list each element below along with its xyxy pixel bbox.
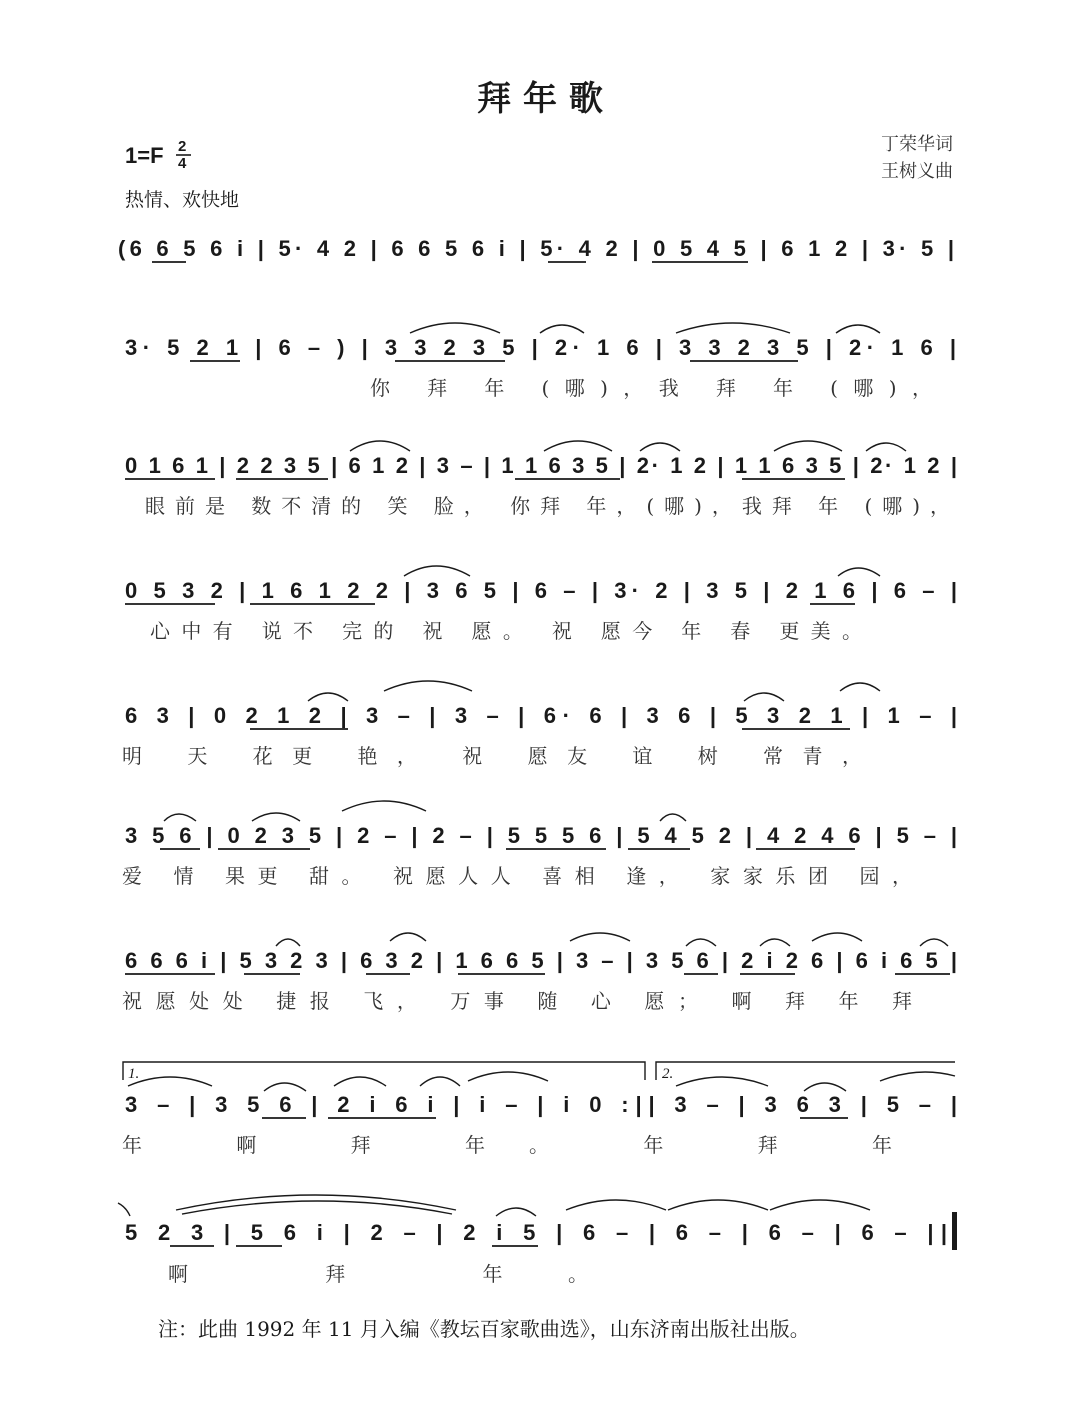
lyrics-line: 眼前是 数不清的 笑 脸， 你拜 年，(哪)，我拜 年 (哪)， (145, 494, 950, 518)
staff-system-7 (122, 933, 957, 1013)
lyrics-line: 祝愿处处 捷报 飞， 万事 随 心 愿； 啊 拜 年 拜 (122, 989, 912, 1013)
lyrics-line: 啊 拜 年。 (168, 1262, 588, 1286)
notation-line: 3 – | 3 5 6 | 2 i 6 i | i – | i 0 :|| 3 – | 3 6 3 | 5 – | (125, 1092, 957, 1117)
first-ending-bracket (123, 1062, 645, 1080)
second-ending-label: 2. (662, 1066, 674, 1082)
lyrics-line: 明 天 花更 艳， 祝 愿友 谊 树 常青， (122, 744, 863, 768)
footnote: 注：此曲 1992 年 11 月入编《教坛百家歌曲选》，山东济南出版社出版。 (158, 1317, 810, 1341)
final-barline-thick (952, 1212, 957, 1250)
lyrics-line: 年 啊 拜 年。 年 拜 年 (122, 1133, 892, 1157)
notation-line: 6 6 6 i | 5 3 2 3 | 6 3 2 | 1 6 6 5 | 3 – | 3 5 6 | 2 i 2 6 | 6 i 6 5 | (125, 948, 958, 973)
staff-system-1 (118, 236, 954, 262)
song-title: 拜 年 歌 (477, 79, 603, 119)
lyricist-credit: 丁荣华词 (881, 134, 953, 155)
second-ending-bracket (656, 1062, 955, 1080)
tempo-marking: 热情、欢快地 (125, 189, 240, 211)
lyrics-line: 爱 情 果更 甜。 祝愿人人 喜相 逢， 家家乐团 园， (122, 864, 912, 888)
staff-system-8 (122, 1072, 957, 1157)
staff-system-9 (118, 1195, 957, 1286)
time-signature-bottom: 4 (178, 155, 187, 172)
staff-system-2 (125, 323, 956, 400)
volta-brackets (123, 1062, 955, 1082)
staff-system-4 (125, 566, 957, 643)
notation-line: (6 6 5 6 i | 5· 4 2 | 6 6 5 6 i | 5· 4 2 | 0 5 4 5 | 6 1 2 | 3· 5 | (118, 236, 954, 261)
first-ending-label: 1. (128, 1066, 140, 1082)
notation-line: 0 1 6 1 | 2 2 3 5 | 6 1 2 | 3 – | 1 1 6 3 5 | 2· 1 2 | 1 1 6 3 5 | 2· 1 2 | (125, 453, 958, 478)
staff-system-3 (125, 441, 957, 518)
notation-line: 3 5 6 | 0 2 3 5 | 2 – | 2 – | 5 5 5 6 | 5 4 5 2 | 4 2 4 6 | 5 – | (125, 823, 957, 848)
lyrics-line: 心中有 说不 完的 祝 愿。 祝 愿今 年 春 更美。 (150, 619, 862, 643)
notation-line: 5 2 3 | 5 6 i | 2 – | 2 i 5 | 6 – | 6 – | 6 – | 6 – || (125, 1220, 948, 1245)
staff-system-6 (122, 801, 957, 888)
notation-line: 3· 5 2 1 | 6 – ) | 3 3 2 3 5 | 2· 1 6 | 3 3 2 3 5 | 2· 1 6 | (125, 335, 956, 360)
composer-credit: 王树义曲 (881, 161, 953, 182)
notation-line: 0 5 3 2 | 1 6 1 2 2 | 3 6 5 | 6 – | 3· 2 | 3 5 | 2 1 6 | 6 – | (125, 578, 958, 603)
staff-system-5 (122, 681, 957, 768)
time-signature-top: 2 (178, 138, 187, 155)
key-signature: 1=F (125, 143, 164, 168)
notation-line: 6 3 | 0 2 1 2 | 3 – | 3 – | 6· 6 | 3 6 | 5 3 2 1 | 1 – | (125, 703, 957, 728)
lyrics-line: 你 拜 年 (哪)，我 拜 年 (哪)， (370, 376, 932, 400)
